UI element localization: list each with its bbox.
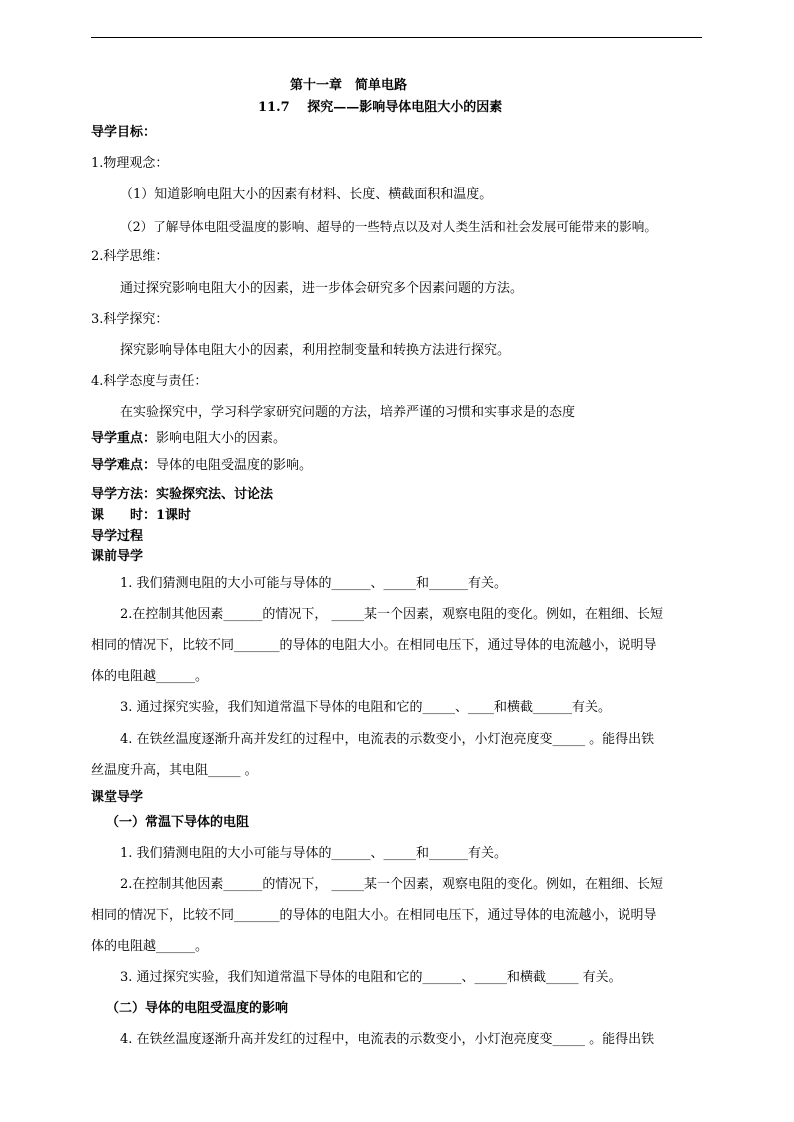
lesson-title: 11.7 探究——影响导体电阻大小的因素 [258,100,503,115]
difficulty-text: 导体的电阻受温度的影响。 [156,458,313,473]
objective-2-text: 通过探究影响电阻大小的因素，进一步体会研究多个因素问题的方法。 [120,281,524,296]
class-q2-line1: 2.在控制其他因素______的情况下， _____某一个因素，观察电阻的变化。例如，在粗细、长短 [120,877,664,892]
pre-q2-line2: 相同的情况下，比较不同_______的导体的电阻大小。在相同电压下，通过导体的电流越小，说明导 [91,638,657,653]
objectives-heading: 导学目标： [91,125,157,140]
pre-q4-line1: 4. 在铁丝温度逐渐升高并发红的过程中，电流表的示数变小，小灯泡亮度变_____ 。能得出铁 [120,732,655,747]
difficulty-label: 导学难点： [91,458,157,473]
class-q1: 1. 我们猜测电阻的大小可能与导体的______、_____和______有关。 [120,846,508,861]
section-2-heading: （二）导体的电阻受温度的影响 [106,1001,289,1016]
objective-4-text: 在实验探究中，学习科学家研究问题的方法，培养严谨的习惯和实事求是的态度 [120,405,576,420]
method: 导学方法：实验探究法、讨论法 [91,487,274,502]
objective-3-title: 3.科学探究： [91,312,169,327]
key-point [91,430,286,447]
header-rule [91,37,702,38]
chapter-title: 第十一章 简单电路 [290,78,408,93]
section-1-heading: （一）常温下导体的电阻 [106,815,250,830]
pre-q1: 1. 我们猜测电阻的大小可能与导体的______、_____和______有关。 [120,576,508,591]
key-point-text: 影响电阻大小的因素。 [156,431,287,446]
period: 课 时：1课时 [91,508,192,523]
class-q3: 3. 通过探究实验，我们知道常温下导体的电阻和它的______、_____和横截_____ 有关。 [120,970,622,985]
objective-4-title: 4.科学态度与责任： [91,374,208,389]
objective-3-text: 探究影响导体电阻大小的因素，利用控制变量和转换方法进行探究。 [120,343,511,358]
difficulty [91,457,312,474]
pre-q2-line1: 2.在控制其他因素______的情况下， _____某一个因素，观察电阻的变化。例如，在粗细、长短 [120,607,664,622]
objective-1-item-2: （2）了解导体电阻受温度的影响、超导的一些特点以及对人类生活和社会发展可能带来的影响。 [120,219,657,234]
pre-q3: 3. 通过探究实验，我们知道常温下导体的电阻和它的_____、____和横截______有关。 [120,700,612,715]
class-q4-line1: 4. 在铁丝温度逐渐升高并发红的过程中，电流表的示数变小，小灯泡亮度变_____ 。能得出铁 [120,1032,655,1047]
in-class-heading: 课堂导学 [91,790,144,805]
objective-1-item-1: （1）知道影响电阻大小的因素有材料、长度、横截面积和温度。 [120,187,493,202]
pre-class-heading: 课前导学 [91,549,144,564]
objective-2-title: 2.科学思维： [91,249,169,264]
key-point-label: 导学重点： [91,431,157,446]
pre-q2-line3: 体的电阻越______。 [91,669,209,684]
process-heading: 导学过程 [91,529,144,544]
objective-1-title: 1.物理观念： [91,156,169,171]
class-q2-line3: 体的电阻越______。 [91,939,209,954]
class-q2-line2: 相同的情况下，比较不同_______的导体的电阻大小。在相同电压下，通过导体的电流越小，说明导 [91,908,657,923]
pre-q4-line2: 丝温度升高，其电阻_____ 。 [91,763,258,778]
